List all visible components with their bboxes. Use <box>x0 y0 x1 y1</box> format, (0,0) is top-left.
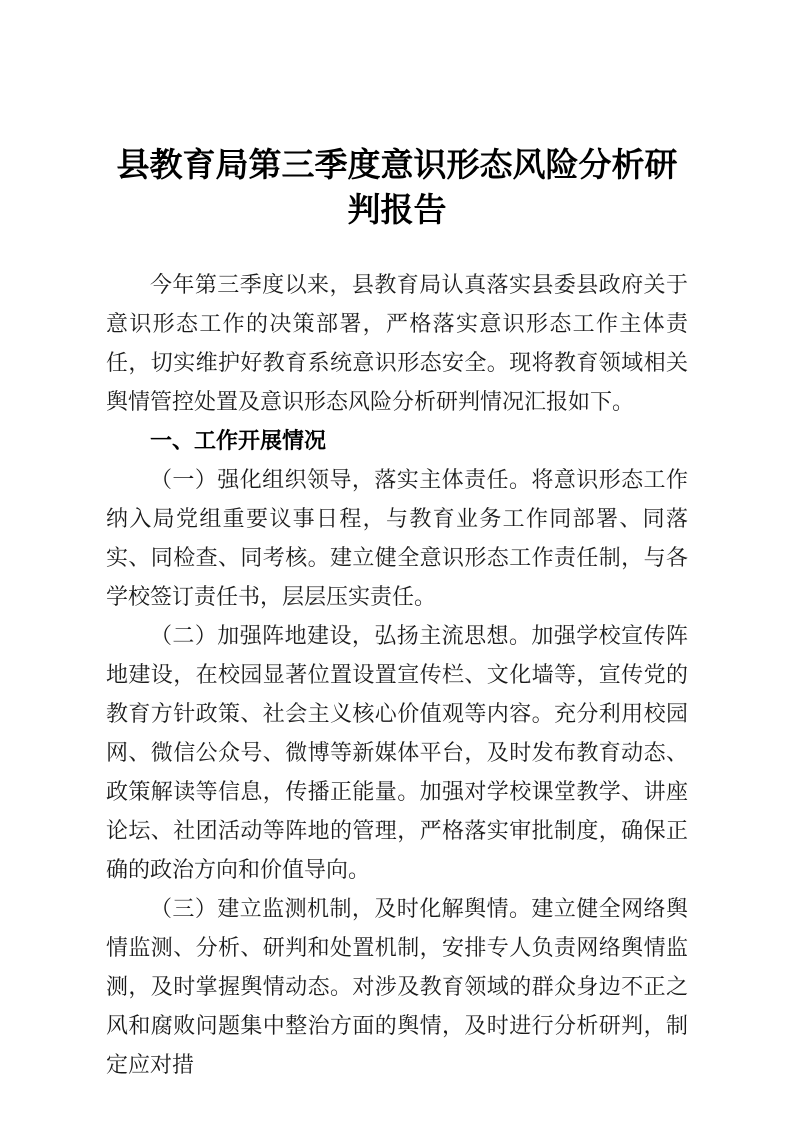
paragraph-intro: 今年第三季度以来，县教育局认真落实县委县政府关于意识形态工作的决策部署，严格落实意识形态工作主体责任，切实维护好教育系统意识形态安全。现将教育领域相关舆情管控处置及意识形态风险分析研判情况汇报如下。 <box>106 272 688 414</box>
document-title: 县教育局第三季度意识形态风险分析研判报告 <box>116 146 678 228</box>
section-heading-work-progress: 一、工作开展情况 <box>150 428 327 453</box>
paragraph-item-1: （一）强化组织领导，落实主体责任。将意识形态工作纳入局党组重要议事日程，与教育业务工作同部署、同落实、同检查、同考核。建立健全意识形态工作责任制，与各学校签订责任书，层层压实责任。 <box>106 467 688 609</box>
document-body <box>106 265 688 1084</box>
paragraph-item-2: （二）加强阵地建设，弘扬主流思想。加强学校宣传阵地建设，在校园显著位置设置宣传栏、文化墙等，宣传党的教育方针政策、社会主义核心价值观等内容。充分利用校园网、微信公众号、微博等新媒体平台，及时发布教育动态、政策解读等信息，传播正能量。加强对学校课堂教学、讲座论坛、社团活动等阵地的管理，严格落实审批制度，确保正确的政治方向和价值导向。 <box>106 623 688 882</box>
paragraph-item-3: （三）建立监测机制，及时化解舆情。建立健全网络舆情监测、分析、研判和处置机制，安排专人负责网络舆情监测，及时掌握舆情动态。对涉及教育领域的群众身边不正之风和腐败问题集中整治方面的舆情，及时进行分析研判，制定应对措 <box>106 896 688 1077</box>
